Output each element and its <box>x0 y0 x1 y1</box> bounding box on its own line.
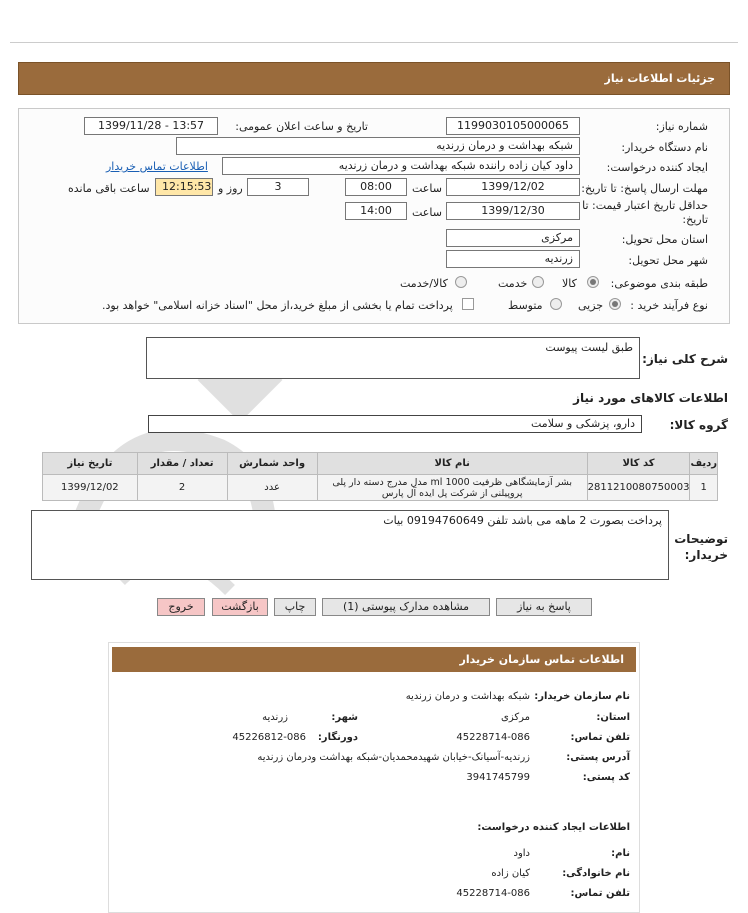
contact-province-label: استان: <box>596 712 630 723</box>
announce-datetime-field: 1399/11/28 - 13:57 <box>84 117 218 135</box>
buyer-org-label: نام دستگاه خریدار: <box>621 141 708 154</box>
city-field: زرندیه <box>446 250 580 268</box>
col-unit: واحد شمارش <box>227 453 317 475</box>
page-header <box>18 62 730 95</box>
buyer-contact-card <box>108 642 640 913</box>
buyer-notes-label-2: خریدار: <box>684 548 728 562</box>
category-radio-service[interactable] <box>532 276 544 288</box>
contact-address-label: آدرس پستی: <box>566 752 630 763</box>
creator-family-value: کیان زاده <box>491 868 530 879</box>
category-radio-goods[interactable] <box>587 276 599 288</box>
contact-org-label: نام سازمان خریدار: <box>534 691 630 702</box>
process-option-minor: جزیی <box>578 299 604 312</box>
contact-fax-label: دورنگار: <box>317 732 358 743</box>
creator-phone-label: تلفن تماس: <box>570 888 630 899</box>
buyer-notes-textarea[interactable] <box>31 510 669 580</box>
buyer-notes-text: پرداخت بصورت 2 ماهه می باشد تلفن 09194760649 بیات <box>383 514 662 527</box>
contact-city-value: زرندیه <box>262 712 288 723</box>
contact-address-value: زرندیه-آسیانک-خیابان شهیدمحمدیان-شبکه بهداشت ودرمان زرندیه <box>257 752 530 763</box>
process-label: نوع فرآیند خرید : <box>630 299 708 312</box>
col-row: ردیف <box>690 453 718 475</box>
province-field: مرکزی <box>446 229 580 247</box>
cell-qty: 2 <box>137 475 227 501</box>
process-radio-medium[interactable] <box>550 298 562 310</box>
city-label: شهر محل تحویل: <box>628 254 708 267</box>
treasury-payment-note: پرداخت تمام یا بخشی از مبلغ خرید،از محل "اسناد خزانه اسلامی" خواهد بود. <box>102 299 453 312</box>
validity-label: حداقل تاریخ اعتبار قیمت: تا <box>582 199 708 212</box>
contact-fax-value: 45226812-086 <box>232 732 306 743</box>
validity-time-label: ساعت <box>412 206 442 219</box>
process-option-medium: متوسط <box>508 299 543 312</box>
contact-phone-label: تلفن تماس: <box>570 732 630 743</box>
creator-name-value: داود <box>513 848 530 859</box>
province-label: استان محل تحویل: <box>621 233 708 246</box>
goods-table <box>42 452 718 501</box>
creator-phone-value: 45228714-086 <box>456 888 530 899</box>
summary-text: طبق لیست پیوست <box>545 341 633 354</box>
page-title: جزئیات اطلاعات نیاز <box>604 72 715 85</box>
view-documents-button[interactable]: مشاهده مدارک پیوستی (1) <box>322 598 490 616</box>
cell-code: 2811210080750003 <box>587 475 690 501</box>
contact-phone-value: 45228714-086 <box>456 732 530 743</box>
contact-postal-label: کد پستی: <box>582 772 630 783</box>
category-option-service: خدمت <box>498 277 528 290</box>
table-row <box>43 475 718 501</box>
deadline-time-label: ساعت <box>412 182 442 195</box>
cell-unit: عدد <box>227 475 317 501</box>
category-option-both: کالا/خدمت <box>400 277 448 290</box>
top-divider <box>10 42 738 43</box>
goods-section-title: اطلاعات کالاهای مورد نیاز <box>573 391 728 405</box>
validity-label-2: تاریخ: <box>682 213 708 226</box>
summary-textarea[interactable] <box>146 337 640 379</box>
buyer-notes-label: توضیحات <box>674 532 728 546</box>
days-remaining-field: 3 <box>247 178 309 196</box>
contact-card-title: اطلاعات تماس سازمان خریدار <box>459 653 624 666</box>
col-name: نام کالا <box>317 453 587 475</box>
contact-org-value: شبکه بهداشت و درمان زرندیه <box>405 691 530 702</box>
need-number-label: شماره نیاز: <box>655 120 708 133</box>
category-label: طبقه بندی موضوعی: <box>610 277 708 290</box>
validity-date-field: 1399/12/30 <box>446 202 580 220</box>
col-code: کد کالا <box>587 453 690 475</box>
validity-time-field: 14:00 <box>345 202 407 220</box>
contact-card-header <box>112 647 636 672</box>
buyer-org-field: شبکه بهداشت و درمان زرندیه <box>176 137 580 155</box>
contact-province-value: مرکزی <box>501 712 530 723</box>
summary-label: شرح کلی نیاز: <box>642 352 728 366</box>
deadline-label: مهلت ارسال پاسخ: تا تاریخ: <box>581 182 708 195</box>
creator-field: داود کیان زاده راننده شبکه بهداشت و درمان زرندیه <box>222 157 580 175</box>
contact-postal-value: 3941745799 <box>466 772 530 783</box>
treasury-payment-checkbox[interactable] <box>462 298 474 310</box>
category-option-goods: کالا <box>562 277 577 290</box>
goods-group-field: دارو، پزشکی و سلامت <box>148 415 642 433</box>
reply-button[interactable]: پاسخ به نیاز <box>496 598 592 616</box>
buyer-contact-link[interactable]: اطلاعات تماس خریدار <box>106 160 208 173</box>
print-button[interactable]: چاپ <box>274 598 316 616</box>
creator-family-label: نام خانوادگی: <box>562 868 630 879</box>
cell-row: 1 <box>690 475 718 501</box>
remaining-label: ساعت باقی مانده <box>68 182 150 195</box>
creator-section-title: اطلاعات ایجاد کننده درخواست: <box>477 822 630 833</box>
back-button[interactable]: بازگشت <box>212 598 268 616</box>
category-radio-both[interactable] <box>455 276 467 288</box>
cell-name: بشر آزمایشگاهی ظرفیت 1000 ml مدل مدرج دسته دار پلی پروپیلنی از شرکت پل ایده آل پارس <box>317 475 587 501</box>
creator-name-label: نام: <box>611 848 630 859</box>
process-radio-minor[interactable] <box>609 298 621 310</box>
exit-button[interactable]: خروج <box>157 598 205 616</box>
col-date: تاریخ نیاز <box>43 453 138 475</box>
creator-label: ایجاد کننده درخواست: <box>606 161 708 174</box>
cell-date: 1399/12/02 <box>43 475 138 501</box>
col-qty: تعداد / مقدار <box>137 453 227 475</box>
days-label: روز و <box>218 182 243 195</box>
deadline-time-field: 08:00 <box>345 178 407 196</box>
deadline-date-field: 1399/12/02 <box>446 178 580 196</box>
remaining-time-field: 12:15:53 <box>155 178 213 196</box>
goods-group-label: گروه کالا: <box>669 418 728 432</box>
announce-label: تاریخ و ساعت اعلان عمومی: <box>235 120 368 133</box>
goods-table-header <box>43 453 718 475</box>
need-number-field: 1199030105000065 <box>446 117 580 135</box>
contact-city-label: شهر: <box>331 712 358 723</box>
